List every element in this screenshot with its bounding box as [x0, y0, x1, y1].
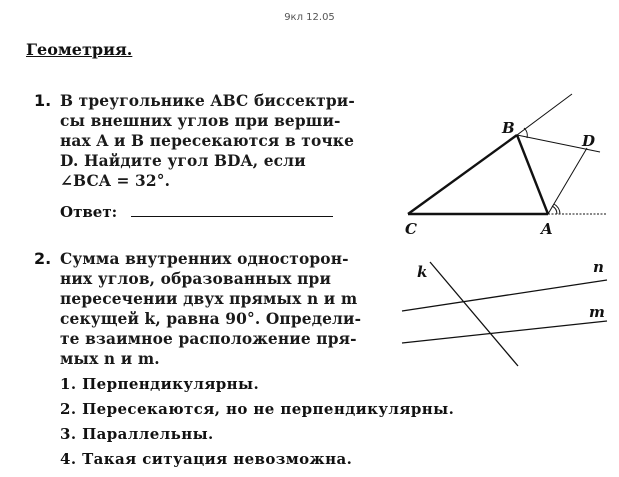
- problem-1-number: 1.: [34, 91, 52, 110]
- page-header: 9кл 12.05: [284, 12, 335, 23]
- vertex-label-c: C: [405, 220, 417, 238]
- problem-1-line-5: ∠BCA = 32°.: [60, 172, 171, 190]
- option-2[interactable]: 2. Пересекаются, но не перпендикулярны.: [60, 400, 455, 418]
- vertex-label-d: D: [582, 132, 596, 150]
- line-n: [402, 280, 607, 311]
- angle-arc-a-2: [552, 206, 557, 214]
- option-1[interactable]: 1. Перпендикулярны.: [60, 375, 260, 393]
- problem-2-line-4: секущей k, равна 90°. Определи-: [60, 310, 362, 328]
- problem-2-line-1: Сумма внутренних односторон-: [60, 250, 349, 268]
- side-cb: [408, 135, 517, 214]
- problem-2-number: 2.: [34, 249, 52, 268]
- problem-1-line-1: В треугольнике ABC биссектри-: [60, 92, 355, 110]
- problem-2-line-2: них углов, образованных при: [60, 270, 332, 288]
- option-3[interactable]: 3. Параллельны.: [60, 425, 214, 443]
- line-label-n: n: [593, 258, 604, 276]
- triangle-figure: [408, 94, 606, 214]
- problem-1-line-3: нах A и B пересекаются в точке: [60, 132, 355, 150]
- vertex-label-b: B: [502, 119, 515, 137]
- option-4[interactable]: 4. Такая ситуация невозможна.: [60, 450, 353, 468]
- line-m: [402, 321, 607, 343]
- lines-figure: [402, 262, 607, 366]
- problem-2-line-5: те взаимное расположение пря-: [60, 330, 357, 348]
- bisector-a: [548, 148, 587, 214]
- problem-1-line-2: сы внешних углов при верши-: [60, 112, 341, 130]
- vertex-label-a: A: [541, 220, 553, 238]
- problem-1-line-4: D. Найдите угол BDA, если: [60, 152, 306, 170]
- line-label-k: k: [417, 263, 428, 281]
- page-title: Геометрия.: [26, 40, 133, 59]
- problem-2-line-6: мых n и m.: [60, 350, 160, 368]
- answer-label: Ответ:: [60, 203, 118, 221]
- side-ba: [517, 135, 548, 214]
- line-label-m: m: [589, 303, 605, 321]
- problem-2-line-3: пересечении двух прямых n и m: [60, 290, 358, 308]
- line-k: [430, 262, 518, 366]
